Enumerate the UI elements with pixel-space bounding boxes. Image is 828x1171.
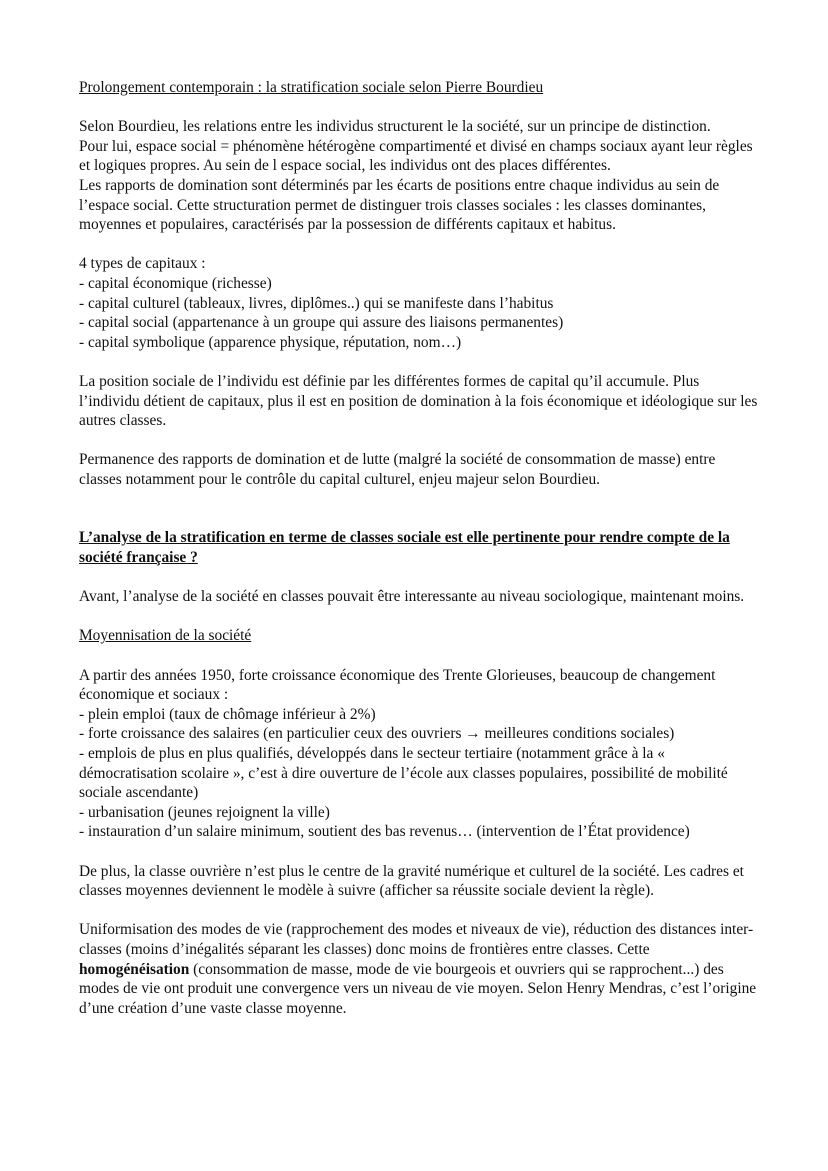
homogeneisation-bold: homogénéisation [79,960,190,978]
position-paragraph: La position sociale de l’individu est définie par les différentes formes de capital qu’il accumule. Plus l’individu détient de capitaux, plus il est en position de domination à la fois économique et idéologique sur les autres classes. [79,372,758,430]
subtitle-moyennisation: Moyennisation de la société [79,627,252,645]
growth-intro: A partir des années 1950, forte croissance économique des Trente Glorieuses, beaucoup de changement économique et sociaux : [79,666,716,704]
change-emplois: - emplois de plus en plus qualifiés, développés dans le secteur tertiaire (notamment grâce à la « démocratisation scolaire », c’est à dire ouverture de l’école aux classes populaires, possibilité de mobilité sociale ascendante) [79,745,728,802]
change-salaire-minimum: - instauration d’un salaire minimum, soutient des bas revenus… (intervention de l’État providence) [79,823,690,841]
change-plein-emploi: - plein emploi (taux de chômage inférieur à 2%) [79,705,376,723]
intro-line-1: Selon Bourdieu, les relations entre les individus structurent le la société, sur un principe de distinction. [79,118,711,136]
capitaux-heading: 4 types de capitaux : [79,255,206,273]
ouvriere-paragraph: De plus, la classe ouvrière n’est plus le centre de la gravité numérique et culturel de la société. Les cadres et classes moyennes deviennent le modèle à suivre (afficher sa réussite sociale devient la règle). [79,862,744,900]
intro-line-2: Pour lui, espace social = phénomène hétérogène compartimenté et divisé en champs sociaux ayant leur règles et logiques propres. Au sein de l espace social, les individus ont des places différentes. [79,137,753,175]
intro-line-3: Les rapports de domination sont déterminés par les écarts de positions entre chaque individus au sein de l’espace social. Cette structuration permet de distinguer trois classes sociales : les classes dominantes, moyennes et populaires, caractérisés par la possession de différents capitaux et habitus. [79,176,720,234]
change-urbanisation: - urbanisation (jeunes rejoignent la ville) [79,803,330,821]
permanence-paragraph: Permanence des rapports de domination et de lutte (malgré la société de consommation de masse) entre classes notamment pour le contrôle du capital culturel, enjeu majeur selon Bourdieu. [79,451,716,488]
section-title-bourdieu: Prolongement contemporain : la stratification sociale selon Pierre Bourdieu [79,79,544,96]
document-page [79,78,759,1018]
uniformisation-paragraph [79,920,759,1018]
uniformisation-text-before: Uniformisation des modes de vie (rapprochement des modes et niveaux de vie), réduction des distances inter-classes (moins d’inégalités séparant les classes) donc moins de frontières entre classes. Cette [79,921,754,958]
change-salaires: - forte croissance des salaires (en particulier ceux des ouvriers → meilleures conditions sociales) [79,725,675,743]
uniformisation-text-after: (consommation de masse, mode de vie bourgeois et ouvriers qui se rapprochent...) des modes de vie ont produit une convergence vers un niveau de vie moyen. Selon Henry Mendras, c’est l’origine d’une création d’une vaste classe moyenne. [79,960,757,1017]
capital-culturel-item: - capital culturel (tableaux, livres, diplômes..) qui se manifeste dans l’habitus [79,294,554,312]
section-title-analyse: L’analyse de la stratification en terme de classes sociale est elle pertinente pour rendre compte de la société française ? [79,529,730,567]
capital-economique-item: - capital économique (richesse) [79,274,272,292]
avant-paragraph: Avant, l’analyse de la société en classes pouvait être interessante au niveau sociologique, maintenant moins. [79,588,745,606]
capital-symbolique-item: - capital symbolique (apparence physique, réputation, nom…) [79,333,462,351]
capital-social-item: - capital social (appartenance à un groupe qui assure des liaisons permanentes) [79,314,564,332]
